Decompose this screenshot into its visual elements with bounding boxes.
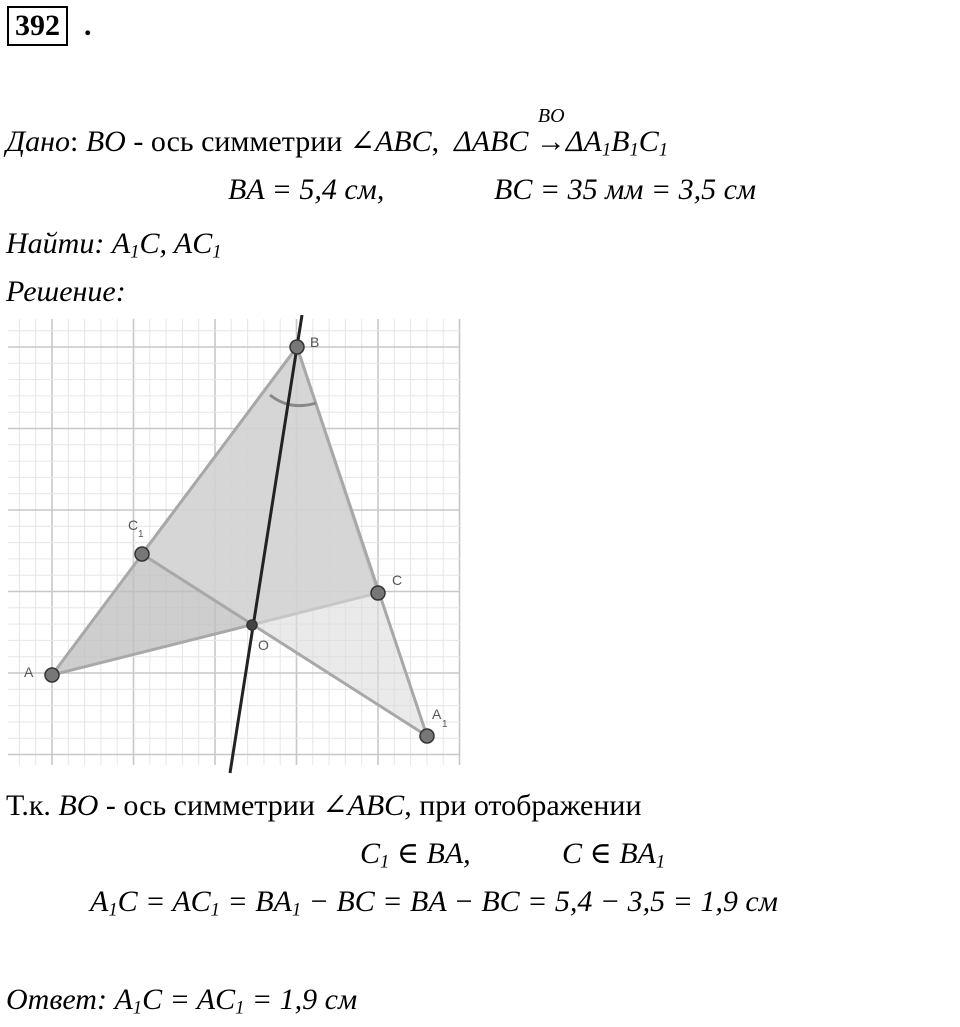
given-axis: BO bbox=[85, 125, 126, 158]
label-a1-sub: 1 bbox=[442, 719, 448, 730]
given-triangle-to: $\Delta A_1B_1C_1$ bbox=[565, 125, 669, 161]
answer-label: Ответ: bbox=[6, 983, 107, 1016]
triangle-a1bc1 bbox=[142, 347, 427, 736]
mapping-arrow bbox=[535, 105, 566, 160]
solution-label: Решение: bbox=[6, 275, 126, 308]
problem-number-dot: . bbox=[84, 9, 92, 42]
given-ba: BA = 5,4 см, bbox=[228, 173, 385, 206]
solution-line-3: $A_1C = AC_1 = BA_1$ − BC = BA − BC = 5,4 − 3,5 = 1,9 см bbox=[90, 885, 778, 921]
mapping-arrow-label: BO bbox=[537, 105, 565, 127]
answer-line: Ответ: $A_1C = AC_1 = 1,9$ см bbox=[6, 983, 358, 1019]
given-colon: : bbox=[69, 125, 79, 158]
label-a1: A bbox=[432, 706, 442, 722]
find-label: Найти: bbox=[6, 227, 105, 260]
solution-line-1: Т.к. BO - ось симметрии ∠ABC, при отображении bbox=[6, 789, 642, 822]
point-a1 bbox=[420, 729, 434, 743]
label-c: C bbox=[392, 572, 403, 588]
geometry-figure bbox=[0, 315, 470, 775]
find-line: Найти: $A_1C$, $AC_1$ bbox=[6, 227, 222, 263]
point-c bbox=[371, 586, 385, 600]
point-c1 bbox=[135, 547, 149, 561]
point-b bbox=[290, 340, 304, 354]
label-c1-sub: 1 bbox=[138, 529, 144, 540]
label-a: A bbox=[24, 664, 34, 680]
given-comma: , bbox=[431, 125, 440, 158]
point-o bbox=[247, 620, 257, 630]
given-angle: ABC bbox=[374, 125, 432, 158]
label-o: O bbox=[258, 637, 269, 653]
solution-line-2a: $C_1$ ∈ BA, bbox=[360, 837, 471, 873]
point-a bbox=[45, 668, 59, 682]
mapping-arrow-symbol: → bbox=[535, 125, 566, 158]
problem-number: 392 bbox=[7, 6, 68, 46]
given-bc: BC = 35 мм = 3,5 см bbox=[494, 173, 757, 206]
given-line bbox=[6, 105, 669, 169]
given-label: Дано bbox=[6, 125, 70, 158]
given-axis-text: - ось симметрии ∠ bbox=[125, 125, 375, 158]
given-triangle-from: ΔABC bbox=[454, 125, 529, 158]
solution-line-2b: C ∈ $BA_1$ bbox=[562, 837, 666, 873]
label-c1: C bbox=[128, 517, 139, 533]
label-b: B bbox=[310, 334, 320, 350]
